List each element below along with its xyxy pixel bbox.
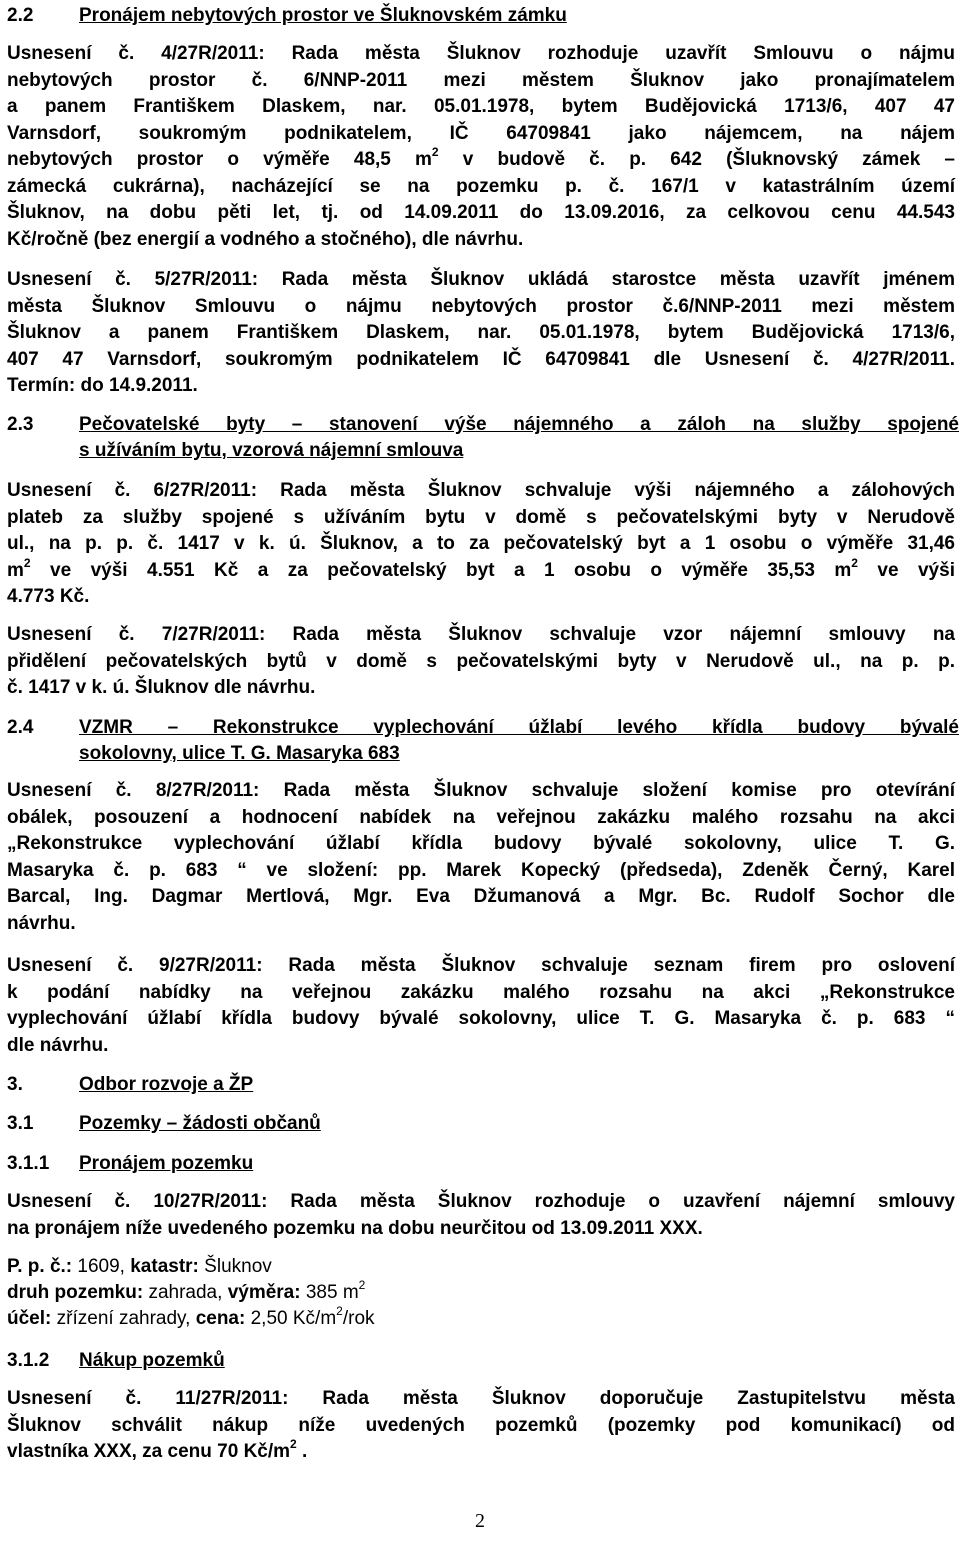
text-line: Usnesení č. 8/27R/2011: Rada města Šluknov schvaluje složení komise pro otevírání <box>7 780 955 801</box>
text-line: Usnesení č. 4/27R/2011: Rada města Šluknov rozhoduje uzavřít Smlouvu o nájmu <box>7 43 955 64</box>
page-number: 2 <box>475 1510 485 1532</box>
text-line: a panem Františkem Dlaskem, nar. 05.01.1978, bytem Budějovická 1713/6, 407 47 <box>7 96 955 117</box>
section-title: Pronájem pozemku <box>79 1153 254 1174</box>
resolution-5 <box>7 267 955 400</box>
resolution-6 <box>7 478 955 611</box>
section-number: 2.4 <box>7 717 34 738</box>
section-title: Odbor rozvoje a ŽP <box>79 1074 254 1095</box>
text-line: Usnesení č. 7/27R/2011: Rada města Šluknov schvaluje vzor nájemní smlouvy na <box>7 624 955 645</box>
text-line: „Rekonstrukce vyplechování úžlabí křídla budovy bývalé sokolovny, ulice T. G. <box>7 833 955 854</box>
text-line: nebytových prostor o výměře 48,5 $m^2$ v budově č. p. 642 (Šluknovský zámek – <box>7 145 955 170</box>
text-line: Usnesení č. 6/27R/2011: Rada města Šluknov schvaluje výši nájemného a zálohových <box>7 480 955 501</box>
text-line: vlastníka XXX, za cenu 70 $Kč/m^2$ . <box>7 1437 308 1462</box>
section-title: VZMR – Rekonstrukce vyplechování úžlabí levého křídla budovy bývalé sokolovny, ulice T. G. Masaryka 683 <box>79 717 959 764</box>
section-number: 3.1 <box>7 1113 34 1134</box>
text-line: na pronájem níže uvedeného pozemku na dobu neurčitou od 13.09.2011 XXX. <box>7 1217 703 1239</box>
text-line: Usnesení č. 9/27R/2011: Rada města Šluknov schvaluje seznam firem pro oslovení <box>7 955 955 976</box>
text-line: 407 47 Varnsdorf, soukromým podnikatelem IČ 64709841 dle Usnesení č. 4/27R/2011. <box>7 348 955 370</box>
text-line: Usnesení č. 5/27R/2011: Rada města Šluknov ukládá starostce města uzavřít jménem <box>7 269 955 290</box>
text-line: obálek, posouzení a hodnocení nabídek na veřejnou zakázku malého rozsahu na akci <box>7 806 955 828</box>
text-line: dle návrhu. <box>7 1034 109 1056</box>
land-purpose-line: účel: zřízení zahrady, cena: 2,50 $Kč/m^2$/rok <box>7 1304 375 1329</box>
text-line: k podání nabídky na veřejnou zakázku malého rozsahu na akci „Rekonstrukce <box>7 981 955 1003</box>
land-parcel-line: P. p. č.: 1609, katastr: Šluknov <box>7 1256 272 1277</box>
text-line: Šluknov a panem Františkem Dlaskem, nar. 05.01.1978, bytem Budějovická 1713/6, <box>7 322 955 343</box>
text-line: Šluknov, na dobu pěti let, tj. od 14.09.2011 do 13.09.2016, za celkovou cenu 44.543 <box>7 202 955 223</box>
text-line: ul., na p. p. č. 1417 v k. ú. Šluknov, a to za pečovatelský byt a 1 osobu o výměře 31,46 <box>7 533 955 554</box>
text-line: zámecká cukrárna), nacházející se na pozemku p. č. 167/1 v katastrálním území <box>7 175 955 197</box>
text-line: $m^2$ ve výši 4.551 Kč a za pečovatelský byt a 1 osobu o výměře 35,53 $m^2$ ve výši <box>7 555 955 581</box>
text-line: města Šluknov Smlouvu o nájmu nebytových prostor č.6/NNP-2011 mezi městem <box>7 295 955 317</box>
text-line: Usnesení č. 11/27R/2011: Rada města Šluknov doporučuje Zastupitelstvu města <box>7 1388 955 1409</box>
text-line: Varnsdorf, soukromým podnikatelem, IČ 64709841 jako nájemcem, na nájem <box>7 122 955 144</box>
text-line: Barcal, Ing. Dagmar Mertlová, Mgr. Eva Džumanová a Mgr. Bc. Rudolf Sochor dle <box>7 886 955 907</box>
text-line: přidělení pečovatelských bytů v domě s pečovatelskými byty v Nerudově ul., na p. p. <box>7 650 955 672</box>
land-type-line: druh pozemku: zahrada, výměra: 385 $m^2$ <box>7 1278 366 1303</box>
section-title: Pozemky – žádosti občanů <box>79 1113 321 1134</box>
section-number: 2.3 <box>7 414 34 435</box>
section-number: 3. <box>7 1074 23 1095</box>
resolution-4 <box>7 41 955 253</box>
text-line: návrhu. <box>7 912 76 934</box>
section-number: 2.2 <box>7 5 34 26</box>
text-line: Kč/ročně (bez energií a vodného a stočného), dle návrhu. <box>7 228 524 250</box>
text-line: Masaryka č. p. 683 “ ve složení: pp. Marek Kopecký (předseda), Zdeněk Černý, Karel <box>7 859 955 881</box>
section-title: Pečovatelské byty – stanovení výše nájemného a záloh na služby spojené s užíváním bytu, vzorová nájemní smlouva <box>79 414 959 461</box>
section-title: Pronájem nebytových prostor ve Šluknovském zámku <box>79 5 567 26</box>
resolution-7 <box>7 622 955 702</box>
section-number: 3.1.1 <box>7 1153 50 1174</box>
section-number: 3.1.2 <box>7 1350 50 1371</box>
text-line: Šluknov schválit nákup níže uvedených pozemků (pozemky pod komunikací) od <box>7 1414 955 1436</box>
text-line: nebytových prostor č. 6/NNP-2011 mezi městem Šluknov jako pronajímatelem <box>7 69 955 91</box>
section-title: Nákup pozemků <box>79 1350 225 1371</box>
text-line: 4.773 Kč. <box>7 586 90 607</box>
resolution-10 <box>7 1189 955 1242</box>
resolution-8 <box>7 778 955 937</box>
resolution-11 <box>7 1386 955 1466</box>
text-line: Usnesení č. 10/27R/2011: Rada města Šluknov rozhoduje o uzavření nájemní smlouvy <box>7 1191 955 1212</box>
text-line: plateb za služby spojené s užíváním bytu v domě s pečovatelskými byty v Nerudově <box>7 506 955 528</box>
text-line: vyplechování úžlabí křídla budovy bývalé sokolovny, ulice T. G. Masaryka č. p. 683 “ <box>7 1008 955 1029</box>
text-line: Termín: do 14.9.2011. <box>7 375 198 396</box>
land-details <box>7 1254 955 1332</box>
resolution-9 <box>7 953 955 1059</box>
text-line: č. 1417 v k. ú. Šluknov dle návrhu. <box>7 677 316 698</box>
